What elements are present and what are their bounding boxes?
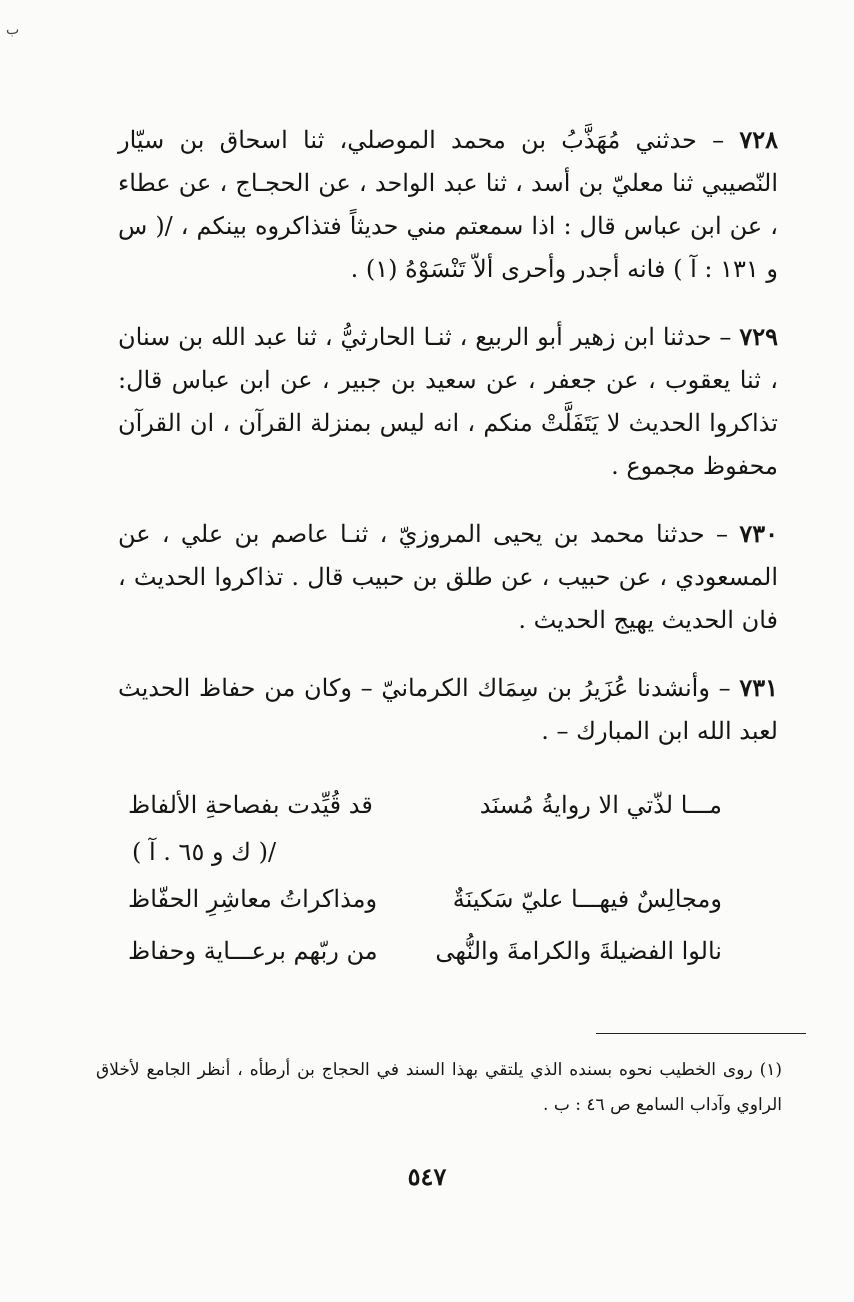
manuscript-reference: /( ك و ٦٥ . آ )	[132, 838, 277, 866]
footnote-divider	[596, 1033, 806, 1034]
poem-hemistich: ومذاكراتُ معاشِرِ الحفّاظ	[128, 885, 378, 913]
hadith-number: ٧٢٨	[739, 125, 778, 154]
poem-hemistich: نالوا الفضيلةَ والكرامةَ والنُّهى	[435, 937, 722, 965]
hadith-730	[118, 512, 778, 642]
hadith-text: – وأنشدنا عُزَيرُ بن سِمَاك الكرمانيّ – وكان من حفاظ الحديث لعبد الله ابن المبارك – .	[118, 674, 778, 745]
hadith-number: ٧٣١	[739, 673, 778, 702]
poem-hemistich: ومجالِسٌ فيهـــا عليّ سَكينَةٌ	[452, 885, 722, 913]
page-number: ٥٤٧	[407, 1162, 447, 1191]
poem-hemistich: من ربّهم برعـــاية وحفاظ	[128, 937, 378, 965]
poem-verse-1	[118, 779, 778, 831]
footnote: (١) روى الخطيب نحوه بسنده الذي يلتقي بهذا السند في الحجاج بن أرطأه ، أنظر الجامع لأخلاق الراوي وآداب السامع ص ٤٦ : ب .	[96, 1060, 782, 1115]
poem-verse-2	[118, 873, 778, 925]
hadith-729	[118, 315, 778, 488]
hadith-728	[118, 118, 778, 291]
hadith-731	[118, 666, 778, 753]
poem	[118, 779, 778, 977]
page-body	[118, 118, 778, 977]
hadith-text: – حدثنا محمد بن يحيى المروزيّ ، ثنـا عاصم بن علي ، عن المسعودي ، عن حبيب ، عن طلق بن حبيب قال . تذاكروا الحديث ، فان الحديث يهيج الحديث .	[118, 520, 778, 634]
hadith-text: – حدثني مُهَذَّبُ بن محمد الموصلي، ثنا اسحاق بن سيّار النّصيبي ثنا معليّ بن أسد ، ثنا عبد الواحد ، عن الحجـاج ، عن عطاء ، عن ابن عباس قال : اذا سمعتم مني حديثاً فتذاكروه بينكم ، /( س و ١٣١ : آ ) فانه أجدر وأحرى ألاّ تَنْسَوْهُ (١) .	[118, 126, 778, 283]
corner-mark: ب	[6, 22, 20, 38]
poem-verse-3	[118, 925, 778, 977]
poem-hemistich: قد قُيِّدت بفصاحةِ الألفاظ	[128, 791, 373, 819]
hadith-number: ٧٢٩	[739, 322, 778, 351]
poem-hemistich: مـــا لذّتي الا روايةُ مُسنَد	[479, 791, 722, 819]
hadith-text: – حدثنا ابن زهير أبو الربيع ، ثنـا الحارثيُّ ، ثنا عبد الله بن سنان ، ثنا يعقوب ، عن جعفر ، عن سعيد بن جبير ، عن ابن عباس قال: تذاكروا الحديث لا يَتَفَلَّتْ منكم ، انه ليس بمنزلة القرآن ، ان القرآن محفوظ مجموع .	[118, 323, 778, 480]
hadith-number: ٧٣٠	[739, 519, 778, 548]
